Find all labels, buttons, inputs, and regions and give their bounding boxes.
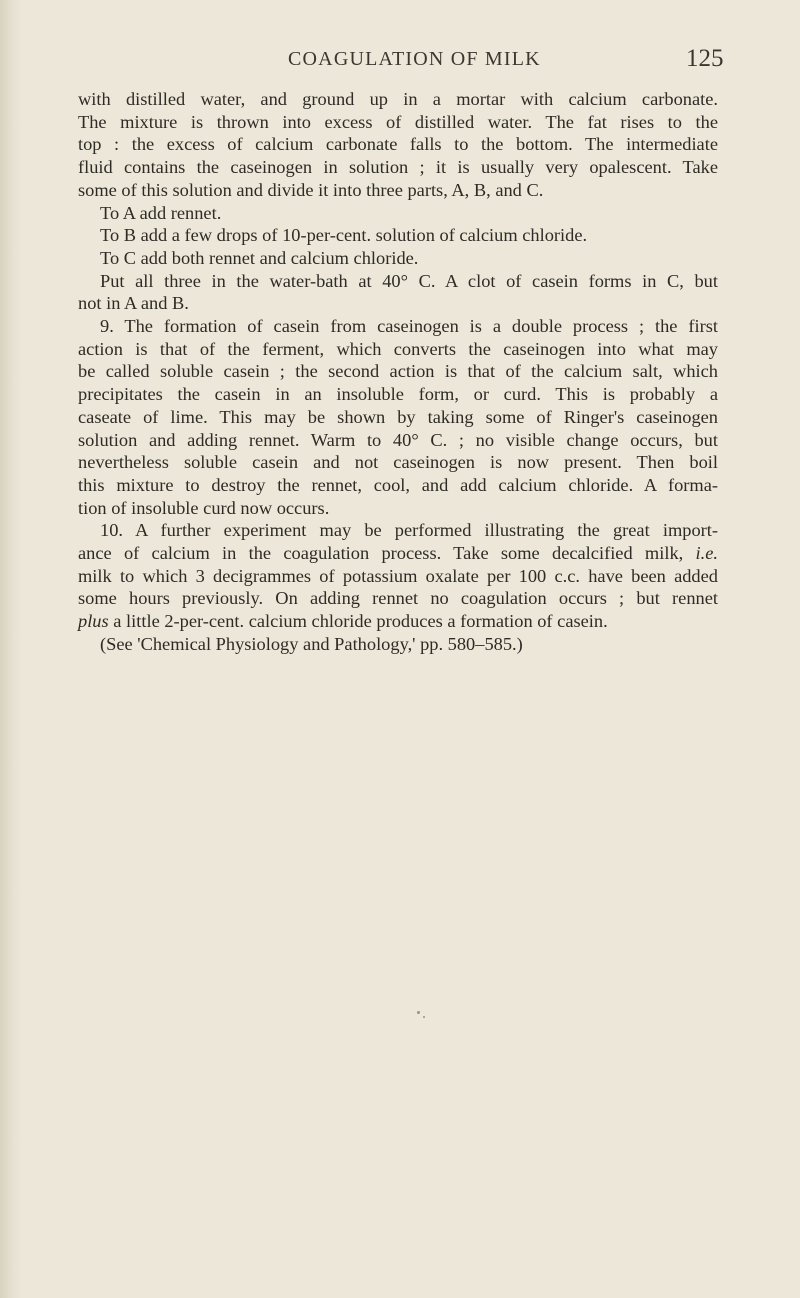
running-head: COAGULATION OF MILK (288, 48, 541, 70)
text-line: this mixture to destroy the rennet, cool, and add calcium chloride. A forma- (78, 474, 718, 495)
page-edge-shadow (0, 0, 22, 1298)
text-line: Put all three in the water-bath at 40° C. A clot of casein forms in C, but (100, 270, 718, 291)
text-line: with distilled water, and ground up in a mortar with calcium carbonate. (78, 89, 718, 109)
text-line: not in A and B. (78, 293, 189, 314)
text-segment: ance of calcium in the coagulation process. Take some decalcified milk, (78, 543, 696, 564)
text-line: caseate of lime. This may be shown by taking some of Ringer's caseinogen (78, 406, 718, 427)
text-line: 9. The formation of casein from caseinogen is a double process ; the first (100, 316, 718, 337)
text-line-mixed (78, 610, 718, 633)
text-line: top : the excess of calcium carbonate falls to the bottom. The intermediate (78, 134, 718, 155)
text-line: To C add both rennet and calcium chloride. (100, 247, 419, 268)
text-line: To A add rennet. (100, 202, 222, 223)
page-number: 125 (686, 45, 724, 72)
text-line: The mixture is thrown into excess of distilled water. The fat rises to the (78, 111, 718, 132)
text-line: (See 'Chemical Physiology and Pathology,' pp. 580–585.) (100, 633, 523, 654)
text-segment: a little 2-per-cent. calcium chloride produces a formation of casein. (108, 611, 608, 632)
text-line: tion of insoluble curd now occurs. (78, 497, 330, 518)
text-line: action is that of the ferment, which converts the caseinogen into what may (78, 338, 718, 359)
text-line: solution and adding rennet. Warm to 40° C. ; no visible change occurs, but (78, 429, 718, 450)
text-line: some of this solution and divide it into three parts, A, B, and C. (78, 179, 544, 200)
body-text (78, 88, 718, 656)
text-line: fluid contains the caseinogen in solution ; it is usually very opalescent. Take (78, 157, 718, 178)
text-line: precipitates the casein in an insoluble form, or curd. This is probably a (78, 384, 718, 405)
text-line: To B add a few drops of 10-per-cent. solution of calcium chloride. (100, 225, 588, 246)
paper-speck (417, 1011, 420, 1014)
page-header (0, 45, 800, 78)
paper-speck (423, 1016, 425, 1018)
italic-abbreviation: i.e. (695, 543, 718, 564)
text-line: some hours previously. On adding rennet no coagulation occurs ; but rennet (78, 588, 718, 609)
text-line: nevertheless soluble casein and not caseinogen is now present. Then boil (78, 452, 718, 473)
text-line: milk to which 3 decigrammes of potassium oxalate per 100 c.c. have been added (78, 565, 718, 586)
text-line: be called soluble casein ; the second action is that of the calcium salt, which (78, 361, 718, 382)
text-line-mixed (78, 542, 718, 565)
italic-word: plus (78, 611, 109, 632)
text-line: 10. A further experiment may be performed illustrating the great import- (100, 520, 718, 541)
